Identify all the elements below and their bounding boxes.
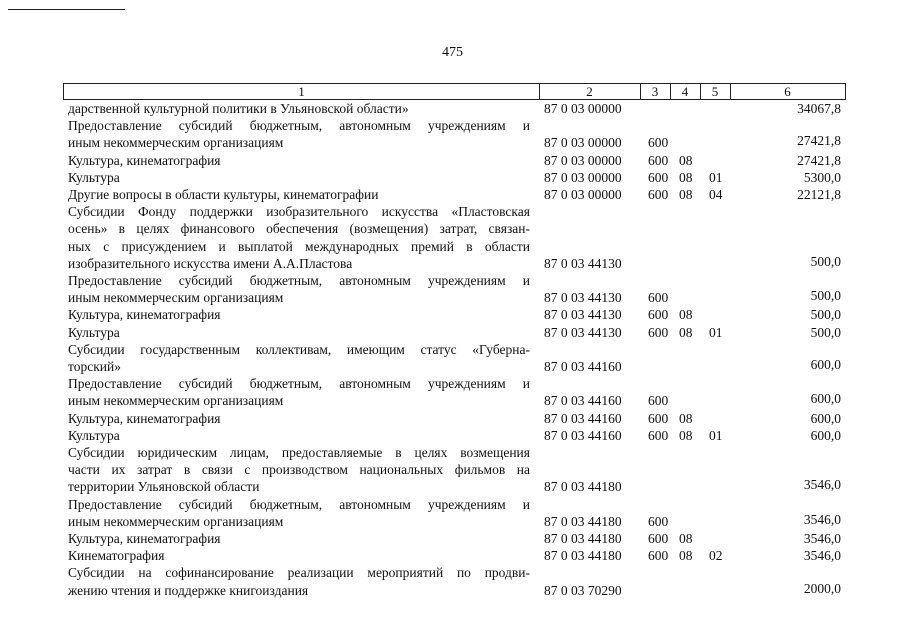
row-vr: 600 xyxy=(648,410,669,426)
table-row xyxy=(0,496,905,530)
row-sum: 600,0 xyxy=(810,410,841,426)
row-name xyxy=(68,496,530,530)
header-col-1: 1 xyxy=(63,83,540,100)
row-sum: 500,0 xyxy=(810,307,841,323)
row-sum: 600,0 xyxy=(810,356,841,372)
table-row xyxy=(0,410,905,427)
row-pr: 02 xyxy=(709,548,723,564)
row-rz: 08 xyxy=(679,410,693,426)
table-row xyxy=(0,272,905,306)
row-vr: 600 xyxy=(648,531,669,546)
header-col-6: 6 xyxy=(730,83,846,100)
header-col-3: 3 xyxy=(640,83,671,100)
row-name xyxy=(68,117,530,151)
row-sum: 500,0 xyxy=(810,288,841,304)
row-vr: 600 xyxy=(648,513,669,529)
table-row xyxy=(0,324,905,341)
table-row xyxy=(0,530,905,547)
row-name-line: Культура, кинематография xyxy=(68,410,221,426)
row-sum: 3546,0 xyxy=(803,477,841,493)
row-rz: 08 xyxy=(679,548,693,564)
table-row xyxy=(0,306,905,323)
row-name xyxy=(68,100,530,117)
row-name xyxy=(68,203,530,272)
page-number: 475 xyxy=(442,45,463,60)
row-pr: 04 xyxy=(709,187,723,202)
row-code: 87 0 03 44130 xyxy=(544,307,622,323)
row-pr: 01 xyxy=(709,324,723,340)
row-name-line: Культура, кинематография xyxy=(68,152,221,168)
row-name xyxy=(68,324,530,341)
row-sum: 34067,8 xyxy=(797,101,841,116)
row-name-line: изобразительного искусства имени А.А.Пластова xyxy=(68,255,353,271)
row-name-line: ных с присуждением и выплатой международных премий в области xyxy=(68,238,530,254)
row-name xyxy=(68,530,530,547)
row-code: 87 0 03 44180 xyxy=(544,513,622,529)
row-sum: 600,0 xyxy=(810,427,841,443)
row-name-line: осень» в целях финансового обеспечения (возмещения) затрат, связан- xyxy=(68,221,530,237)
row-name-line: Предоставление субсидий бюджетным, автономным учреждениям и xyxy=(68,273,530,288)
table-row xyxy=(0,117,905,151)
row-name-line: Культура xyxy=(68,427,120,443)
table-row xyxy=(0,203,905,272)
row-vr: 600 xyxy=(648,169,669,185)
row-name-line: торский» xyxy=(68,358,121,374)
row-sum: 5300,0 xyxy=(803,169,841,185)
row-name-line: Субсидии на софинансирование реализации мероприятий по продви- xyxy=(68,565,530,581)
header-col-4: 4 xyxy=(670,83,701,100)
header-col-2: 2 xyxy=(539,83,641,100)
row-vr: 600 xyxy=(648,307,669,323)
header-col-5: 5 xyxy=(700,83,731,100)
row-rz: 08 xyxy=(679,187,693,202)
row-name-line: территории Ульяновской области xyxy=(68,479,260,495)
row-code: 87 0 03 44160 xyxy=(544,427,622,443)
table-row xyxy=(0,186,905,203)
row-name xyxy=(68,152,530,169)
table-row xyxy=(0,169,905,186)
row-vr: 600 xyxy=(648,187,669,202)
table-row xyxy=(0,427,905,444)
row-sum: 500,0 xyxy=(810,324,841,340)
row-name-line: Культура xyxy=(68,324,120,340)
table-row xyxy=(0,100,905,117)
row-sum: 2000,0 xyxy=(803,580,841,596)
table-row xyxy=(0,375,905,409)
row-code: 87 0 03 44130 xyxy=(544,290,622,306)
row-name xyxy=(68,272,530,306)
table-row xyxy=(0,444,905,496)
row-vr: 600 xyxy=(648,427,669,443)
row-rz: 08 xyxy=(679,324,693,340)
row-vr: 600 xyxy=(648,290,669,306)
row-sum: 500,0 xyxy=(810,253,841,269)
row-code: 87 0 03 00000 xyxy=(544,152,622,168)
row-name-line: Субсидии государственным коллективам, имеющим статус «Губерна- xyxy=(68,341,530,357)
row-name xyxy=(68,444,530,496)
row-rz: 08 xyxy=(679,307,693,323)
row-name-line: Культура xyxy=(68,169,120,185)
row-vr: 600 xyxy=(648,548,669,564)
table-row xyxy=(0,547,905,564)
row-name-line: дарственной культурной политики в Ульяновской области» xyxy=(68,101,409,116)
row-name xyxy=(68,564,530,598)
row-name xyxy=(68,169,530,186)
row-name-line: Субсидии юридическим лицам, предоставляемые в целях возмещения xyxy=(68,445,530,460)
row-name xyxy=(68,375,530,409)
row-name-line: части их затрат в связи с производством национальных фильмов на xyxy=(68,462,530,478)
row-code: 87 0 03 44130 xyxy=(544,324,622,340)
row-name xyxy=(68,306,530,323)
row-code: 87 0 03 00000 xyxy=(544,187,622,202)
row-name-line: жению чтения и поддержке книгоиздания xyxy=(68,582,309,598)
row-name-line: Предоставление субсидий бюджетным, автономным учреждениям и xyxy=(68,376,530,392)
row-name-line: иным некоммерческим организациям xyxy=(68,513,284,529)
row-rz: 08 xyxy=(679,169,693,185)
row-pr: 01 xyxy=(709,427,723,443)
row-name xyxy=(68,547,530,564)
row-rz: 08 xyxy=(679,427,693,443)
row-name-line: Предоставление субсидий бюджетным, автономным учреждениям и xyxy=(68,496,530,512)
row-code: 87 0 03 44160 xyxy=(544,393,622,409)
row-name-line: Культура, кинематография xyxy=(68,307,221,323)
row-vr: 600 xyxy=(648,393,669,409)
row-code: 87 0 03 70290 xyxy=(544,582,622,598)
row-sum: 27421,8 xyxy=(797,152,841,168)
row-code: 87 0 03 00000 xyxy=(544,135,622,151)
row-name-line: иным некоммерческим организациям xyxy=(68,290,284,306)
row-name-line: Культура, кинематография xyxy=(68,531,221,546)
row-code: 87 0 03 44180 xyxy=(544,548,622,564)
row-sum: 3546,0 xyxy=(803,531,841,546)
table-row xyxy=(0,341,905,375)
row-name-line: Кинематография xyxy=(68,548,165,564)
row-code: 87 0 03 00000 xyxy=(544,169,622,185)
row-code: 87 0 03 44130 xyxy=(544,255,622,271)
row-name xyxy=(68,427,530,444)
row-sum: 600,0 xyxy=(810,391,841,407)
row-code: 87 0 03 44180 xyxy=(544,531,622,546)
row-name xyxy=(68,410,530,427)
row-name-line: иным некоммерческим организациям xyxy=(68,135,284,151)
table-row xyxy=(0,152,905,169)
row-name xyxy=(68,186,530,203)
row-name-line: Предоставление субсидий бюджетным, автономным учреждениям и xyxy=(68,118,530,134)
row-vr: 600 xyxy=(648,152,669,168)
row-rz: 08 xyxy=(679,531,693,546)
row-vr: 600 xyxy=(648,135,669,151)
row-pr: 01 xyxy=(709,169,723,185)
row-name xyxy=(68,341,530,375)
row-vr: 600 xyxy=(648,324,669,340)
row-code: 87 0 03 00000 xyxy=(544,101,622,116)
row-sum: 3546,0 xyxy=(803,511,841,527)
row-sum: 27421,8 xyxy=(797,133,841,149)
row-sum: 22121,8 xyxy=(797,187,841,202)
row-code: 87 0 03 44180 xyxy=(544,479,622,495)
row-code: 87 0 03 44160 xyxy=(544,358,622,374)
table-row xyxy=(0,564,905,598)
row-rz: 08 xyxy=(679,152,693,168)
row-name-line: иным некоммерческим организациям xyxy=(68,393,284,409)
row-name-line: Субсидии Фонду поддержки изобразительного искусства «Пластовская xyxy=(68,204,530,220)
row-code: 87 0 03 44160 xyxy=(544,410,622,426)
row-sum: 3546,0 xyxy=(803,548,841,564)
row-name-line: Другие вопросы в области культуры, кинематографии xyxy=(68,187,379,202)
